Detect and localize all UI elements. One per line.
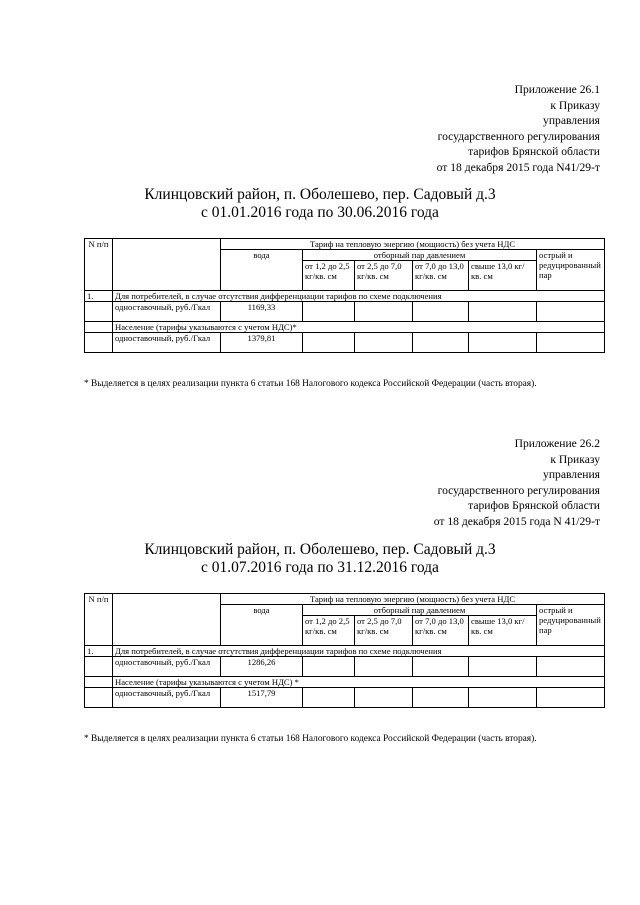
blank-cell bbox=[355, 657, 413, 677]
steam-col-header: от 7,0 до 13,0 кг/кв. см bbox=[413, 616, 469, 646]
rate-label: одноставочный, руб./Гкал bbox=[113, 333, 221, 353]
footnote: * Выделяется в целях реализации пункта 6 статьи 168 Налогового кодекса Российской Федерации (часть вторая). bbox=[84, 379, 537, 389]
appendix-line: государственного регулирования bbox=[437, 483, 600, 497]
group-label: Для потребителей, в случае отсутствия дифференциации тарифов по схеме подключения bbox=[113, 646, 605, 657]
steam-col-header: от 2,5 до 7,0 кг/кв. см bbox=[355, 261, 413, 291]
rate-label: одноставочный, руб./Гкал bbox=[113, 688, 221, 708]
blank-cell bbox=[303, 333, 355, 353]
blank-cell bbox=[537, 333, 605, 353]
appendix-line: тарифов Брянской области bbox=[468, 499, 600, 512]
group-label: Для потребителей, в случае отсутствия дифференциации тарифов по схеме подключения bbox=[113, 291, 605, 302]
blank-cell bbox=[85, 302, 113, 322]
steam-col-header: свыше 13,0 кг/кв. см bbox=[469, 616, 537, 646]
appendix-line: Приложение 26.2 bbox=[514, 437, 600, 450]
steam-header: отборный пар давлением bbox=[303, 605, 537, 616]
appendix-line: управления bbox=[543, 468, 600, 481]
steam-col-header: от 2,5 до 7,0 кг/кв. см bbox=[355, 616, 413, 646]
steam-col-header: свыше 13,0 кг/кв. см bbox=[469, 261, 537, 291]
blank-cell bbox=[469, 688, 537, 708]
blank-cell bbox=[355, 688, 413, 708]
blank-cell bbox=[413, 302, 469, 322]
water-value: 1286,26 bbox=[221, 657, 303, 677]
steam-col-header: от 7,0 до 13,0 кг/кв. см bbox=[413, 261, 469, 291]
blank-cell bbox=[85, 688, 113, 708]
title-line: Клинцовский район, п. Оболешево, пер. Садовый д.3 bbox=[144, 186, 496, 203]
blank-cell bbox=[85, 322, 113, 333]
blank-cell bbox=[85, 657, 113, 677]
sharp-steam-header: острый и редуцированный пар bbox=[537, 250, 605, 291]
steam-col-header: от 1,2 до 2,5 кг/кв. см bbox=[303, 261, 355, 291]
water-value: 1517,79 bbox=[221, 688, 303, 708]
blank-cell bbox=[85, 677, 113, 688]
group-label: Население (тарифы указываются с учетом НДС)* bbox=[113, 322, 605, 333]
blank-header-cell bbox=[113, 239, 221, 291]
appendix-line: управления bbox=[543, 114, 600, 127]
blank-cell bbox=[355, 333, 413, 353]
blank-cell bbox=[469, 657, 537, 677]
appendix-line: Приложение 26.1 bbox=[514, 83, 600, 96]
blank-cell bbox=[413, 688, 469, 708]
blank-cell bbox=[303, 657, 355, 677]
blank-cell bbox=[303, 688, 355, 708]
footnote: * Выделяется в целях реализации пункта 6 статьи 168 Налогового кодекса Российской Федерации (часть вторая). bbox=[84, 734, 537, 744]
water-value: 1379,81 bbox=[221, 333, 303, 353]
title-line: с 01.07.2016 года по 31.12.2016 года bbox=[201, 559, 439, 576]
document-title bbox=[0, 186, 640, 222]
blank-cell bbox=[85, 333, 113, 353]
blank-cell bbox=[537, 302, 605, 322]
col-number-header: N п/п bbox=[85, 239, 113, 291]
appendix-line: к Приказу bbox=[550, 452, 600, 466]
tariff-table bbox=[84, 593, 605, 708]
group-label: Население (тарифы указываются с учетом НДС) * bbox=[113, 677, 605, 688]
blank-cell bbox=[303, 302, 355, 322]
water-header: вода bbox=[221, 250, 303, 291]
steam-col-header: от 1,2 до 2,5 кг/кв. см bbox=[303, 616, 355, 646]
blank-cell bbox=[469, 302, 537, 322]
row-number: 1. bbox=[85, 646, 113, 657]
col-number-header: N п/п bbox=[85, 594, 113, 646]
row-number: 1. bbox=[85, 291, 113, 302]
blank-cell bbox=[413, 333, 469, 353]
blank-header-cell bbox=[113, 594, 221, 646]
tariff-header: Тариф на тепловую энергию (мощность) без учета НДС bbox=[221, 239, 605, 250]
sharp-steam-header: острый и редуцированный пар bbox=[537, 605, 605, 646]
appendix-header bbox=[437, 82, 600, 175]
blank-cell bbox=[537, 688, 605, 708]
water-header: вода bbox=[221, 605, 303, 646]
rate-label: одноставочный, руб./Гкал bbox=[113, 302, 221, 322]
blank-cell bbox=[355, 302, 413, 322]
blank-cell bbox=[413, 657, 469, 677]
appendix-line: к Приказу bbox=[550, 98, 600, 112]
appendix-line: от 18 декабря 2015 года N 41/29-т bbox=[433, 514, 600, 528]
steam-header: отборный пар давлением bbox=[303, 250, 537, 261]
rate-label: одноставочный, руб./Гкал bbox=[113, 657, 221, 677]
tariff-table bbox=[84, 238, 605, 353]
tariff-header: Тариф на тепловую энергию (мощность) без учета НДС bbox=[221, 594, 605, 605]
blank-cell bbox=[469, 333, 537, 353]
document-title bbox=[0, 541, 640, 577]
appendix-header bbox=[434, 436, 600, 529]
blank-cell bbox=[537, 657, 605, 677]
title-line: Клинцовский район, п. Оболешево, пер. Садовый д.3 bbox=[144, 541, 496, 558]
title-line: с 01.01.2016 года по 30.06.2016 года bbox=[201, 204, 439, 221]
appendix-line: от 18 декабря 2015 года N41/29-т bbox=[436, 160, 600, 174]
water-value: 1169,33 bbox=[221, 302, 303, 322]
appendix-line: государственного регулирования bbox=[437, 129, 600, 143]
appendix-line: тарифов Брянской области bbox=[468, 145, 600, 158]
